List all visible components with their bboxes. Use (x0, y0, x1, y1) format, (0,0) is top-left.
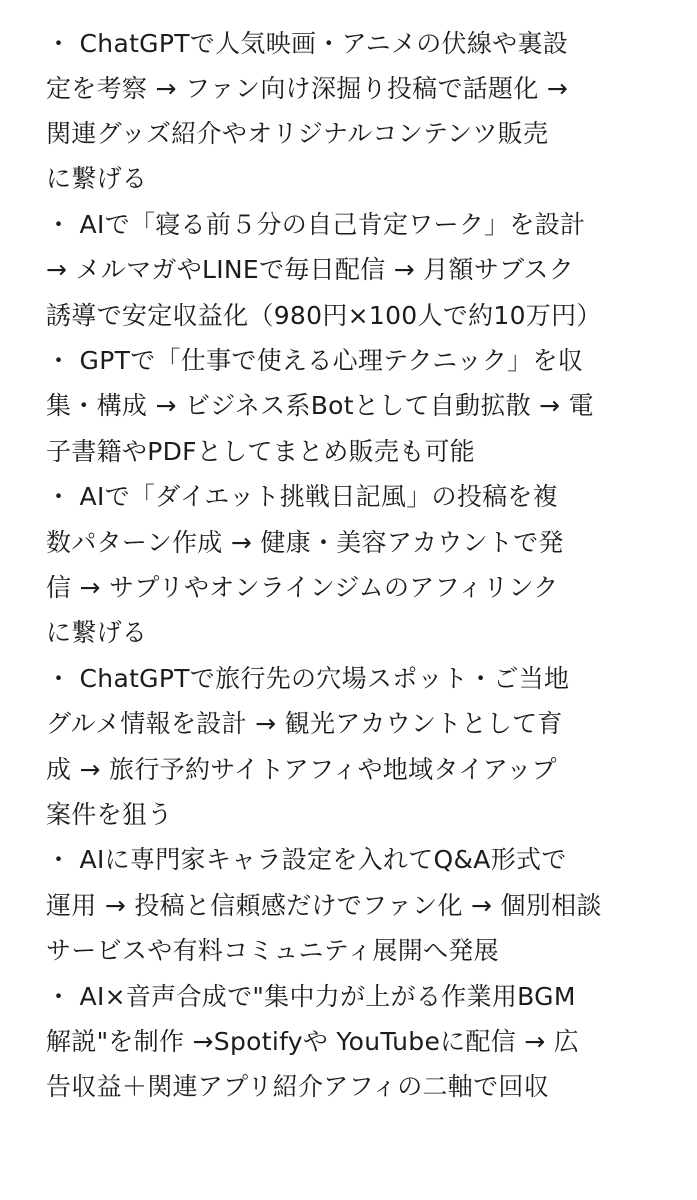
text-line: に繋げる (46, 618, 148, 647)
text-line: → メルマガやLINEで毎日配信 → 月額サブスク (46, 255, 575, 284)
text-line: 告収益＋関連アプリ紹介アフィの二軸で回収 (46, 1072, 550, 1101)
text-line-clipped (46, 0, 677, 18)
text-line: 案件を狙う (46, 800, 173, 829)
text-line: グルメ情報を設計 → 観光アカウントとして育 (46, 709, 563, 738)
text-line: 数パターン作成 → 健康・美容アカウントで発 (46, 528, 564, 557)
text-line: に繋げる (46, 164, 148, 193)
text-line: 定を考察 → ファン向け深掘り投稿で話題化 → (46, 74, 569, 103)
text-line: ・ GPTで「仕事で使える心理テクニック」を収 (46, 346, 584, 375)
text-line: 集・構成 → ビジネス系Botとして自動拡散 → 電 (46, 391, 594, 420)
text-line: 解説"を制作 →Spotifyや YouTubeに配信 → 広 (46, 1027, 580, 1056)
text-line: 関連グッズ紹介やオリジナルコンテンツ販売 (46, 119, 549, 148)
text-line: 運用 → 投稿と信頼感だけでファン化 → 個別相談 (46, 891, 602, 920)
text-line: ・ ChatGPTで旅行先の穴場スポット・ご当地 (46, 664, 570, 693)
text-line: ・ AI×音声合成で"集中力が上がる作業用BGM (46, 982, 576, 1011)
text-line: ・ ChatGPTで人気映画・アニメの伏線や裏設 (46, 29, 569, 58)
text-line: 成 → 旅行予約サイトアフィや地域タイアップ (46, 755, 557, 784)
text-line: ・ AIで「寝る前５分の自己肯定ワーク」を設計 (46, 210, 586, 239)
text-line: ・ AIで「ダイエット挑戦日記風」の投稿を複 (46, 482, 559, 511)
text-line: 子書籍やPDFとしてまとめ販売も可能 (46, 437, 476, 466)
text-line: サービスや有料コミュニティ展開へ発展 (46, 936, 499, 965)
text-line: 信 → サプリやオンラインジムのアフィリンク (46, 573, 559, 602)
text-line: 誘導で安定収益化（980円×100人で約10万円） (46, 301, 602, 330)
text-line: ・ AIに専門家キャラ設定を入れてQ&A形式で (46, 845, 567, 874)
